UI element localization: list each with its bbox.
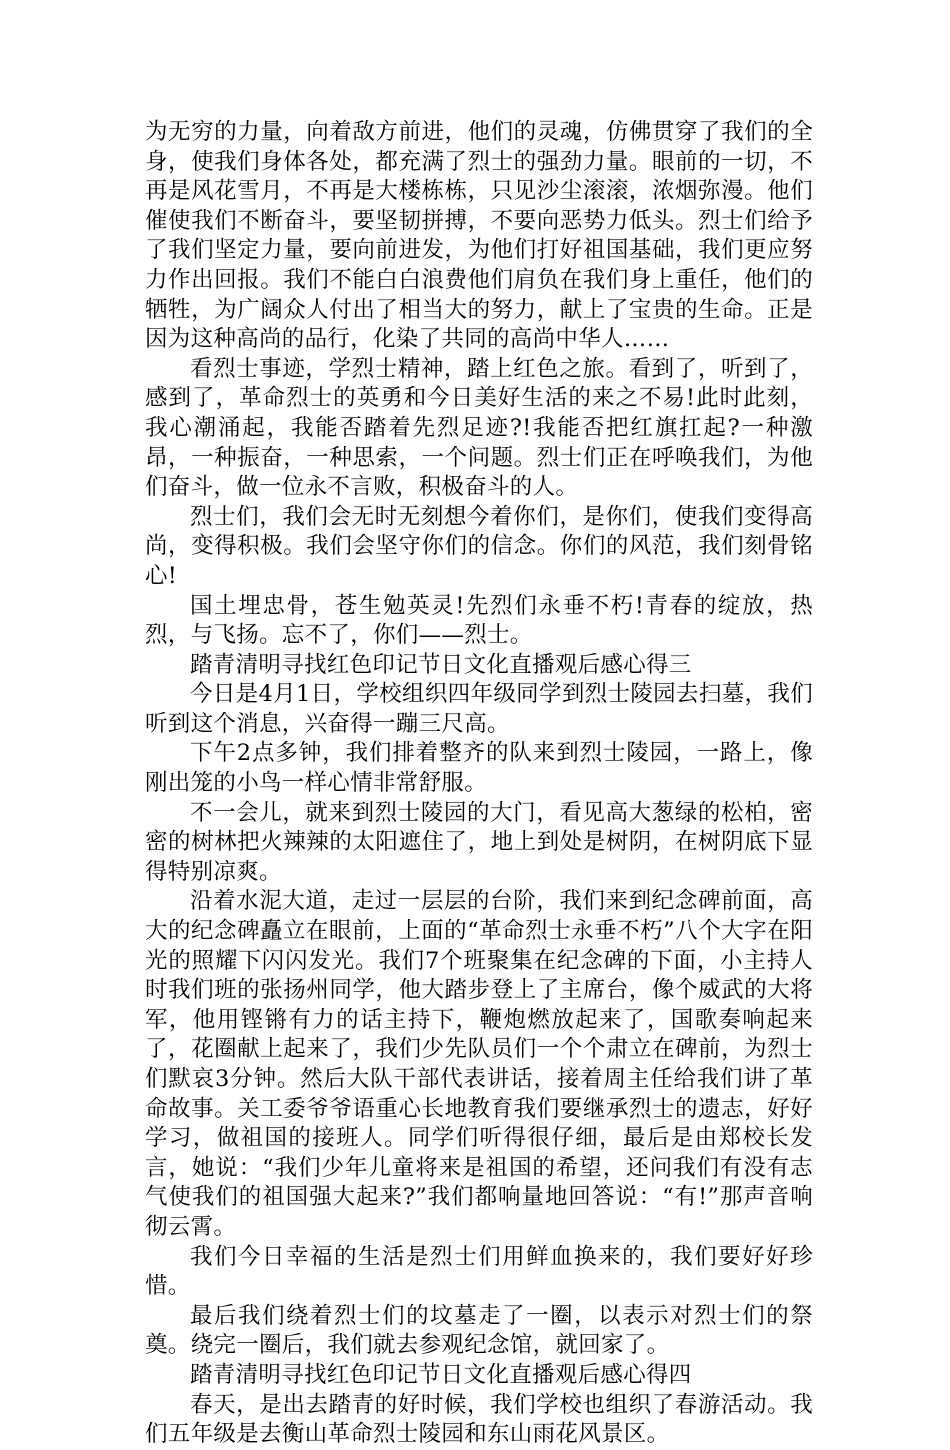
paragraph: 看烈士事迹，学烈士精神，踏上红色之旅。看到了，听到了，感到了，革命烈士的英勇和今日美好生活的来之不易!此时此刻，我心潮涌起，我能否踏着先烈足迹?!我能否把红旗扛起?一种激昂，一种振奋，一种思索，一个问题。烈士们正在呼唤我们，为他们奋斗，做一位永不言败，积极奋斗的人。	[145, 355, 813, 501]
paragraph: 下午2点多钟，我们排着整齐的队来到烈士陵园，一路上，像刚出笼的小鸟一样心情非常舒服。	[145, 740, 813, 797]
paragraph: 春天，是出去踏青的好时候，我们学校也组织了春游活动。我们五年级是去衡山革命烈士陵园和东山雨花风景区。	[145, 1391, 813, 1448]
paragraph: 最后我们绕着烈士们的坟墓走了一圈，以表示对烈士们的祭奠。绕完一圈后，我们就去参观纪念馆，就回家了。	[145, 1302, 813, 1359]
paragraph: 国土埋忠骨，苍生勉英灵!先烈们永垂不朽!青春的绽放，热烈，与飞扬。忘不了，你们——烈士。	[145, 592, 813, 649]
section-heading-3: 踏青清明寻找红色印记节日文化直播观后感心得三	[190, 651, 692, 678]
paragraph: 我们今日幸福的生活是烈士们用鲜血换来的，我们要好好珍惜。	[145, 1243, 813, 1300]
paragraph: 不一会儿，就来到烈士陵园的大门，看见高大葱绿的松柏，密密的树林把火辣辣的太阳遮住了，地上到处是树阴，在树阴底下显得特别凉爽。	[145, 799, 813, 885]
paragraph: 烈士们，我们会无时无刻想今着你们，是你们，使我们变得高尚，变得积极。我们会坚守你们的信念。你们的风范，我们刻骨铭心!	[145, 503, 813, 589]
paragraph-continuation: 为无穷的力量，向着敌方前进，他们的灵魂，仿佛贯穿了我们的全身，使我们身体各处，都充满了烈士的强劲力量。眼前的一切，不再是风花雪月，不再是大楼栋栋，只见沙尘滚滚，浓烟弥漫。他们催使我们不断奋斗，要坚韧拼搏，不要向恶势力低头。烈士们给予了我们坚定力量，要向前进发，为他们打好祖国基础，我们更应努力作出回报。我们不能白白浪费他们肩负在我们身上重任，他们的牺牲，为广阔众人付出了相当大的努力，献上了宝贵的生命。正是因为这种高尚的品行，化染了共同的高尚中华人……	[145, 119, 813, 353]
paragraph: 沿着水泥大道，走过一层层的台阶，我们来到纪念碑前面，高大的纪念碑矗立在眼前，上面的“革命烈士永垂不朽”八个大字在阳光的照耀下闪闪发光。我们7个班聚集在纪念碑的下面，小主持人时我们班的张扬州同学，他大踏步登上了主席台，像个威武的大将军，他用铿锵有力的话主持下，鞭炮燃放起来了，国歌奏响起来了，花圈献上起来了，我们少先队员们一个个肃立在碑前，为烈士们默哀3分钟。然后大队干部代表讲话，接着周主任给我们讲了革命故事。关工委爷爷语重心长地教育我们要继承烈士的遗志，好好学习，做祖国的接班人。同学们听得很仔细，最后是由郑校长发言，她说：“我们少年儿童将来是祖国的希望，还问我们有没有志气使我们的祖国强大起来?”我们都响量地回答说：“有!”那声音响彻云霄。	[145, 888, 813, 1240]
paragraph: 今日是4月1日，学校组织四年级同学到烈士陵园去扫墓，我们听到这个消息，兴奋得一蹦三尺高。	[145, 681, 813, 737]
section-heading-4: 踏青清明寻找红色印记节日文化直播观后感心得四	[190, 1361, 692, 1388]
document-body	[145, 118, 813, 1450]
